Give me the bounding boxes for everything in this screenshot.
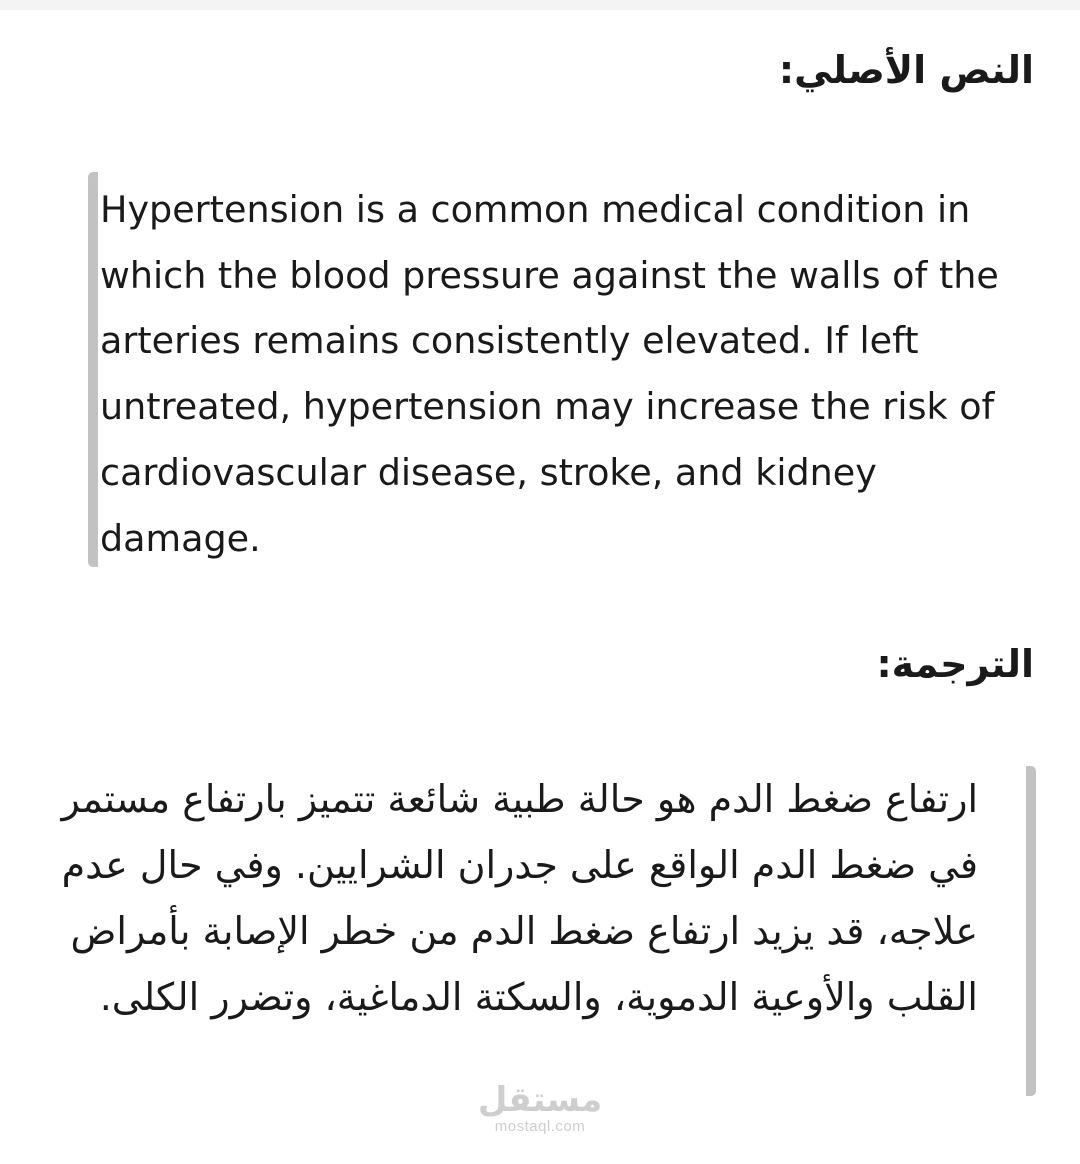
translation-blockquote: ارتفاع ضغط الدم هو حالة طبية شائعة تتميز بارتفاع مستمر في ضغط الدم الواقع على جدران الشرايين. وفي حال عدم علاجه، قد يزيد ارتفاع ضغط الدم من خطر الإصابة بأمراض القلب والأوعية الدموية، والسكتة الدماغية، وتضرر الكلى. <box>60 766 1036 1096</box>
mostaql-watermark <box>460 1082 620 1136</box>
translation-heading: الترجمة: <box>876 642 1034 686</box>
original-text-blockquote: Hypertension is a common medical condition in which the blood pressure against the walls of the arteries remains consistently elevated. If left untreated, hypertension may increase the risk of cardiovascular disease, stroke, and kidney damage. <box>88 172 1033 567</box>
watermark-logo: مستقل <box>477 1080 603 1120</box>
watermark-domain: mostaql.com <box>494 1118 586 1135</box>
top-bar <box>0 0 1080 10</box>
original-text-heading: النص الأصلي: <box>778 48 1034 92</box>
